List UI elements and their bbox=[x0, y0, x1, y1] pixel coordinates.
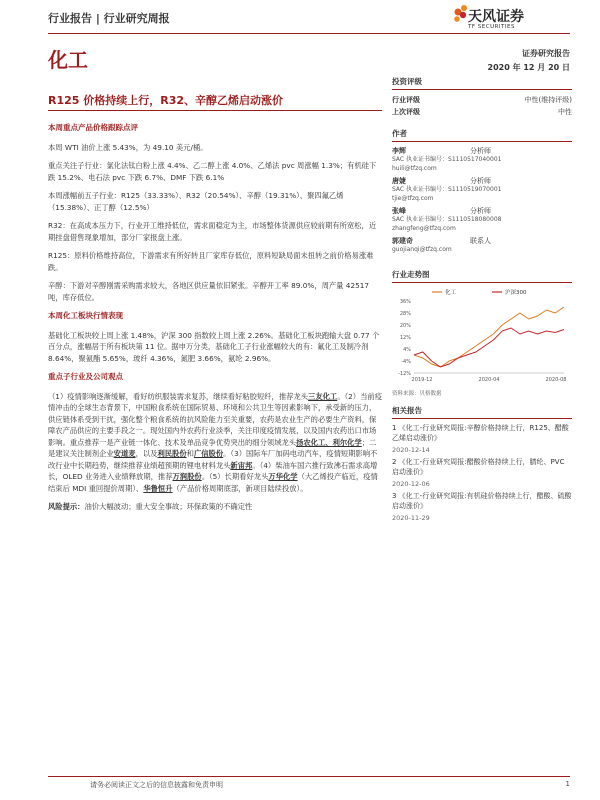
company-link[interactable]: 万润股份 bbox=[172, 472, 202, 481]
author-cert: SAC 执业证书编号：S1110517040001 bbox=[392, 156, 502, 163]
text-span: 。（4）柴油车国六推行致沸石需求高增长，OLED 业务进入业绩释放期，推荐 bbox=[48, 460, 378, 481]
trend-title: 行业走势图 bbox=[392, 269, 572, 283]
author-role: 联系人 bbox=[470, 237, 491, 245]
related-report-3[interactable]: 3 《化工-行业研究周报:有机硅价格持续上行，醋酸、硫酸启动涨价》 bbox=[392, 491, 572, 510]
paragraph-octanol: 辛醇：下游对辛醇刚需采购需求较大，各地区供应量依旧紧张。辛醇开工率 89.0%，周产量 42517 吨，库存低位。 bbox=[48, 281, 370, 302]
author-cert: SAC 执业证书编号：S1110519070001 bbox=[392, 186, 502, 193]
paragraph-wti: 本周 WTI 油价上涨 5.43%，为 49.10 美元/桶。 bbox=[48, 142, 208, 152]
author-role: 分析师 bbox=[470, 147, 491, 155]
author-1 bbox=[392, 146, 572, 173]
legend-label: 沪深300 bbox=[505, 289, 527, 296]
risk-text: 油价大幅波动；重大安全事故；环保政策的不确定性 bbox=[84, 502, 253, 511]
series-line-2 bbox=[414, 328, 564, 367]
text-span: 和 bbox=[186, 449, 194, 458]
text-span: ；二是建议关注制剂企业 bbox=[48, 437, 377, 458]
text-span: （大乙烯投产临近，疫情结束后 MDI 重回提价周期）、 bbox=[48, 472, 378, 493]
author-name: 张峰 bbox=[392, 207, 406, 215]
chart-source: 资料来源：贝格数据 bbox=[392, 390, 442, 397]
author-role: 分析师 bbox=[470, 207, 491, 215]
x-tick-label: 2019-12 bbox=[411, 376, 433, 383]
footer-divider bbox=[48, 776, 570, 777]
text-span: （1）疫情影响逐渐缓解，看好纺织服装需求复苏，继续看好粘胶短纤，推荐龙头 bbox=[48, 391, 309, 401]
series-line-1 bbox=[414, 307, 564, 367]
author-name: 李辉 bbox=[392, 147, 406, 155]
related-report-1[interactable]: 1 《化工-行业研究周报:辛醇价格持续上行，R125、醋酸乙烯启动涨价》 bbox=[392, 423, 569, 442]
report-date: 2020 年 12 月 20 日 bbox=[487, 63, 570, 72]
paragraph-r32: R32：在高成本压力下，行业开工维持低位，需求面稳定为主，市场整体货源供应较前期有所宽松，近期挂盘借售现象增加，部分厂家报盘上涨。 bbox=[48, 221, 377, 242]
author-email[interactable]: zhangfeng@tfzq.com bbox=[392, 224, 456, 232]
paragraph-views bbox=[48, 391, 383, 495]
company-link[interactable]: 安道麦 bbox=[113, 449, 136, 458]
related-date-1: 2020-12-14 bbox=[392, 445, 430, 454]
related-date-3: 2020-11-29 bbox=[392, 513, 430, 522]
y-tick-label: 20% bbox=[399, 322, 411, 329]
company-link[interactable]: 新宙邦 bbox=[230, 460, 253, 470]
y-tick-label: 36% bbox=[399, 298, 411, 305]
paragraph-focus: 重点关注子行业：氯化法钛白粉上涨 4.4%、乙二醇上涨 4.0%、乙烯法 pvc 周涨幅 1.3%；有机硅下跌 15.2%、电石法 pvc 下跌 6.7%、DMF 下跌 6.1% bbox=[48, 161, 377, 182]
company-link[interactable]: 华鲁恒升 bbox=[143, 483, 173, 493]
author-email[interactable]: huili@tfzq.com bbox=[392, 164, 437, 172]
author-4 bbox=[392, 236, 572, 255]
y-tick-label: 28% bbox=[399, 310, 411, 317]
author-cert: SAC 执业证书编号：S1110518080008 bbox=[392, 216, 502, 223]
main-title: R125 价格持续上行，R32、辛醇乙烯启动涨价 bbox=[48, 94, 284, 107]
y-tick-label: -4% bbox=[401, 358, 411, 365]
paragraph-top5: 本周涨幅前五子行业：R125（33.33%）、R32（20.54%）、辛醇（19.31%）、聚四氟乙烯（15.38%）、正丁醇（12.5%） bbox=[48, 191, 344, 212]
title-divider bbox=[48, 110, 382, 111]
industry-rating-value: 中性(维持评级) bbox=[524, 96, 572, 104]
author-3 bbox=[392, 206, 572, 233]
report-type: 证券研究报告 bbox=[522, 49, 570, 58]
y-tick-label: 12% bbox=[399, 334, 411, 341]
company-link[interactable]: 利民股份 bbox=[157, 449, 187, 458]
prev-rating-label: 上次评级 bbox=[392, 108, 420, 116]
footer-disclaimer: 请务必阅读正文之后的信息披露和免责申明 bbox=[90, 781, 223, 789]
paragraph-r125: R125：原料价格维持高位，下游需求有所好转且厂家库存低位，原料短缺局面未扭转之前价格易涨难跌。 bbox=[48, 251, 374, 272]
sidebar bbox=[392, 76, 572, 525]
x-tick-label: 2020-08 bbox=[545, 376, 567, 383]
y-tick-label: -12% bbox=[398, 370, 411, 377]
company-link[interactable]: 扬农化工、利尔化学 bbox=[296, 437, 362, 447]
prev-rating-row bbox=[392, 106, 572, 118]
main-body bbox=[48, 120, 383, 520]
text-span: 。（3）国际车厂加码电动汽车，疫情短期影响不改行业中长期趋势，继续推荐业绩超预期的锂电材料龙头 bbox=[48, 449, 378, 470]
industry-rating-row bbox=[392, 94, 572, 106]
risk-note bbox=[48, 501, 383, 513]
section-title-views: 重点子行业及公司观点 bbox=[48, 372, 123, 381]
author-role: 分析师 bbox=[470, 177, 491, 185]
report-category: 行业报告 | 行业研究周报 bbox=[48, 12, 170, 25]
y-tick-label: 4% bbox=[403, 346, 411, 353]
company-link[interactable]: 三友化工 bbox=[308, 391, 338, 401]
trend-chart-svg bbox=[392, 287, 572, 387]
text-span: 。（2）当前疫情冲击的全球生态背景下，中国粮食系统在国际贸易、环境和公共卫生等因素影响下，承受新的压力，供应链体系受到干扰，强化整个粮食系统的抗风险能力至关重要，农药是农业生产的必要生产资料，保障农产品供应的主要手段之一。现处国内外农药行业淡季，关注印度疫情发展，以及国内农药出口市场影响。重点推荐一是产业链一体化、技术及单品竞争优势突出的细分领域龙头 bbox=[48, 391, 382, 447]
brand-name: 天风证券 bbox=[468, 9, 524, 25]
company-link[interactable]: 万华化学 bbox=[268, 472, 298, 481]
section-title-prices: 本周重点产品价格跟踪点评 bbox=[48, 123, 138, 132]
paragraph-market: 基础化工板块较上周上涨 1.48%，沪深 300 指数较上周上涨 2.26%。基础化工板块跑输大盘 0.77 个百分点，涨幅居于所有板块第 11 位。据申万分类，基础化工子行业涨幅较大的有：氟化工及制冷剂 8.64%，聚氨酯 5.65%，玻纤 4.36%，氮肥 3.66%，氨纶 2.96%。 bbox=[48, 330, 380, 363]
section-title-market: 本周化工板块行情表现 bbox=[48, 311, 123, 320]
brand-name-en: TF SECURITIES bbox=[468, 24, 515, 30]
legend-label: 化工 bbox=[445, 289, 457, 296]
author-2 bbox=[392, 176, 572, 203]
industry-rating-label: 行业评级 bbox=[392, 96, 420, 104]
authors-title: 作者 bbox=[392, 128, 572, 142]
prev-rating-value: 中性 bbox=[558, 108, 572, 116]
x-tick-label: 2020-04 bbox=[478, 376, 500, 383]
author-name: 唐婕 bbox=[392, 177, 406, 185]
related-date-2: 2020-12-06 bbox=[392, 479, 430, 488]
author-email[interactable]: tjie@tfzq.com bbox=[392, 194, 434, 202]
industry-title: 化工 bbox=[48, 48, 88, 72]
text-span: 。（5）长期看好龙头 bbox=[201, 472, 269, 481]
header-divider bbox=[48, 33, 570, 34]
text-span: ，以及 bbox=[135, 449, 158, 458]
related-title: 相关报告 bbox=[392, 405, 572, 419]
risk-label: 风险提示： bbox=[48, 502, 85, 511]
related-report-2[interactable]: 2 《化工-行业研究周报:醋酸价格持续上行，腈纶、PVC 启动涨价》 bbox=[392, 457, 565, 476]
text-span: （产品价格周期底部，新项目陆续投放）。 bbox=[172, 483, 308, 493]
page-number: 1 bbox=[565, 780, 570, 788]
rating-title: 投资评级 bbox=[392, 76, 572, 90]
company-link[interactable]: 广信股份 bbox=[193, 449, 224, 458]
author-name: 郭建奇 bbox=[392, 237, 413, 245]
trend-chart bbox=[392, 287, 572, 387]
author-email[interactable]: guojianqi@tfzq.com bbox=[392, 246, 452, 253]
